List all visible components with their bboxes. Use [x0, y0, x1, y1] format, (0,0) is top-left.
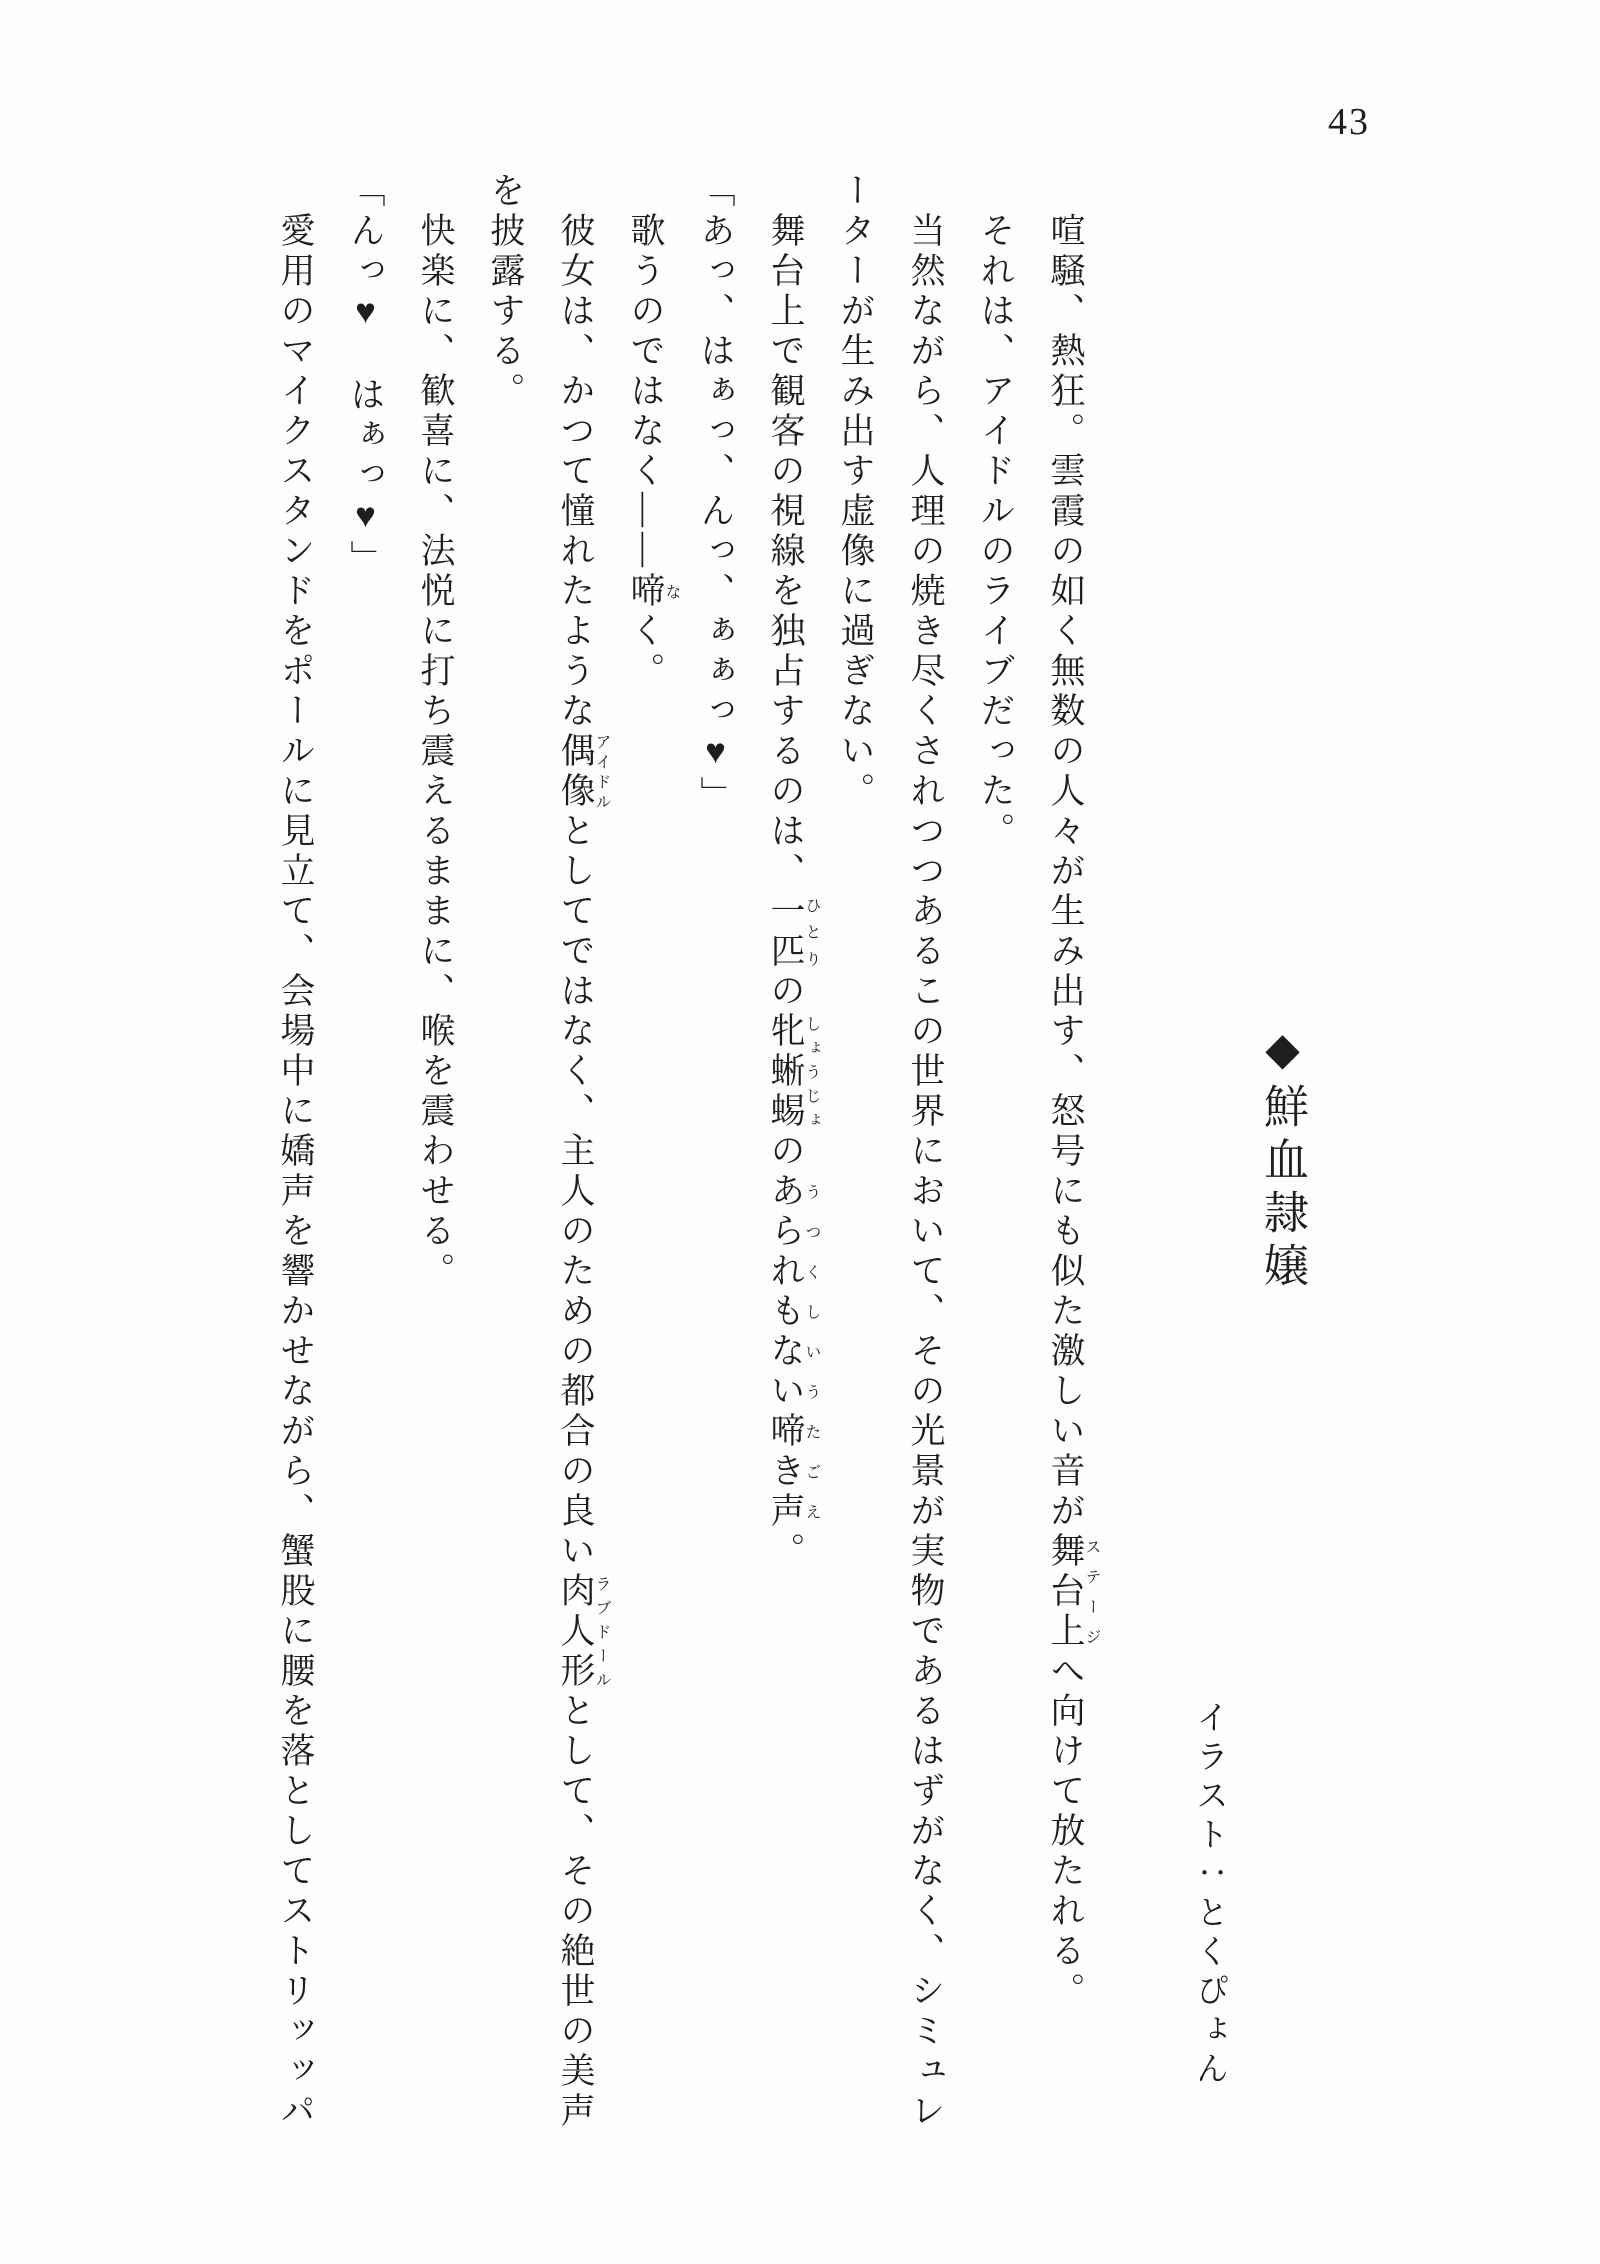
- illustrator-credit: イラスト：とくぴょん: [1191, 1700, 1227, 2090]
- ruby-annotated-text: 一匹ひとり: [766, 892, 820, 972]
- text-column: 舞台上で観客の視線を独占するのは、一匹ひとりの牝蜥蜴しょうじょのあられもない啼き声うつくしいうたごえ。: [766, 212, 820, 1572]
- body-text: [260, 172, 1100, 2182]
- ruby-annotated-text: 肉人形ラブドール: [556, 1572, 610, 1692]
- text-column: 彼女は、かつて憧れたような偶像アイドルとしてではなく、主人のための都合の良い肉人形ラブドールとして、その絶世の美声: [556, 212, 610, 2132]
- text-column: それは、アイドルのライブだった。: [976, 212, 1015, 852]
- ruby-annotated-text: あられもない啼き声うつくしいうたごえ: [766, 1172, 820, 1532]
- text-column: 「んっ♥ はぁっ♥」: [346, 172, 385, 580]
- text-column: 歌うのではなく――啼なく。: [626, 212, 680, 692]
- text-column: 喧騒、熱狂。雲霞の如く無数の人々が生み出す、怒号にも似た激しい音が舞台上ステージへ向けて放たれる。: [1046, 212, 1100, 2012]
- text-column: 愛用のマイクスタンドをポールに見立て、会場中に嬌声を響かせながら、蟹股に腰を落としてストリッッパ: [276, 212, 315, 2132]
- text-column: 「あっ、はぁっ、んっ、ぁぁっ♥」: [696, 172, 735, 816]
- ruby-annotated-text: 啼な: [626, 572, 680, 612]
- ruby-annotated-text: 牝蜥蜴しょうじょ: [766, 1012, 820, 1132]
- text-column: を披露する。: [486, 172, 525, 412]
- page-number: 43: [1328, 101, 1370, 143]
- text-column: 快楽に、歓喜に、法悦に打ち震えるままに、喉を震わせる。: [416, 212, 455, 1292]
- text-column: ーターが生み出す虚像に過ぎない。: [836, 172, 875, 812]
- chapter-title: ◆鮮血隷嬢: [1257, 1022, 1307, 1295]
- ruby-annotated-text: 舞台上ステージ: [1046, 1532, 1100, 1652]
- text-column: 当然ながら、人理の焼き尽くされつつあるこの世界において、その光景が実物であるはずがなく、シミュレ: [906, 212, 945, 2132]
- ruby-annotated-text: 偶像アイドル: [556, 732, 610, 812]
